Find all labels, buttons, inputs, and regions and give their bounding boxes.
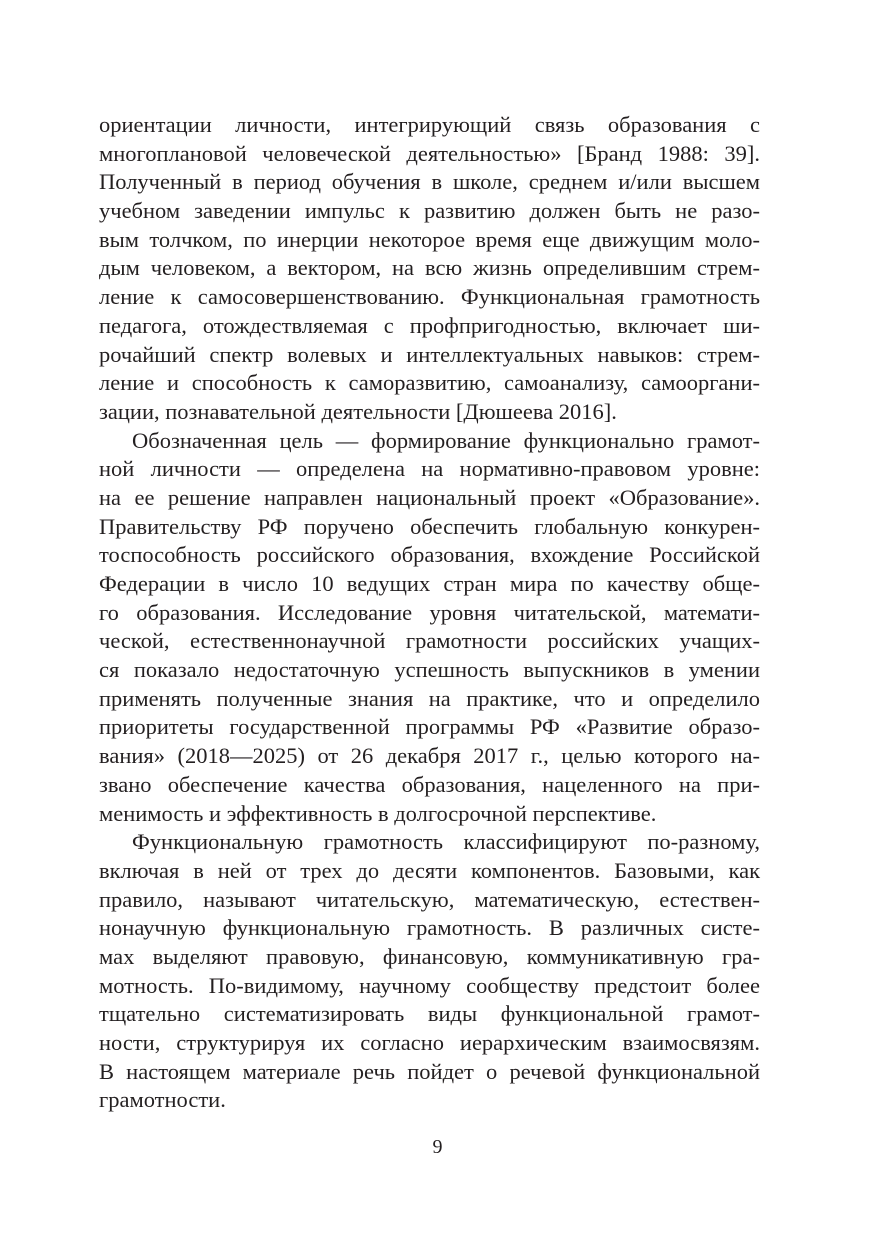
text-line: ление и способность к саморазвитию, самоанализу, самооргани- xyxy=(99,370,760,396)
text-line: Правительству РФ поручено обеспечить глобальную конкурен- xyxy=(99,513,760,539)
page-number: 9 xyxy=(432,1136,443,1158)
paragraph xyxy=(99,427,760,829)
text-line: многоплановой человеческой деятельностью» [Бранд 1988: 39]. xyxy=(99,140,760,166)
body-text xyxy=(99,111,760,1115)
text-line: мах выделяют правовую, финансовую, коммуникативную гра- xyxy=(99,943,760,969)
text-line: применять полученные знания на практике, что и определило xyxy=(99,685,760,711)
text-line: правило, называют читательскую, математическую, естествен- xyxy=(99,886,760,912)
text-line: рочайший спектр волевых и интеллектуальных навыков: стрем- xyxy=(99,341,760,367)
text-line: тщательно систематизировать виды функциональной грамот- xyxy=(99,1001,760,1027)
text-line: Федерации в число 10 ведущих стран мира по качеству обще- xyxy=(99,571,760,596)
text-line: В настоящем материале речь пойдет о речевой функциональной xyxy=(99,1058,760,1084)
text-line: зации, познавательной деятельности [Дюшеева 2016]. xyxy=(99,398,617,424)
text-line: ление к самосовершенствованию. Функциональная грамотность xyxy=(99,284,760,310)
text-line: Функциональную грамотность классифицируют по-разному, xyxy=(132,829,760,855)
text-line: Обозначенная цель — формирование функционально грамот- xyxy=(132,427,760,453)
text-line: дым человеком, а вектором, на всю жизнь определившим стрем- xyxy=(99,255,760,281)
text-line: ческой, естественнонаучной грамотности российских учащих- xyxy=(99,628,760,654)
text-line: ности, структурируя их согласно иерархическим взаимосвязям. xyxy=(99,1030,760,1055)
text-line: вым толчком, по инерции некоторое время еще движущим моло- xyxy=(99,226,760,252)
text-line: звано обеспечение качества образования, нацеленного на при- xyxy=(99,771,760,797)
paragraph xyxy=(99,828,760,1115)
text-line: ной личности — определена на нормативно-правовом уровне: xyxy=(99,456,760,482)
paragraph xyxy=(99,111,760,427)
text-line: включая в ней от трех до десяти компонентов. Базовыми, как xyxy=(99,857,760,883)
text-line: приоритеты государственной программы РФ «Развитие образо- xyxy=(99,714,760,740)
text-line: мотность. По-видимому, научному сообществу предстоит более xyxy=(99,972,760,998)
text-line: учебном заведении импульс к развитию должен быть не разо- xyxy=(99,198,760,224)
text-line: го образования. Исследование уровня читательской, математи- xyxy=(99,599,760,625)
text-line: ориентации личности, интегрирующий связь образования с xyxy=(99,112,760,137)
text-line: нонаучную функциональную грамотность. В различных систе- xyxy=(99,915,760,941)
text-line: вания» (2018—2025) от 26 декабря 2017 г., целью которого на- xyxy=(99,743,760,769)
text-line: Полученный в период обучения в школе, среднем и/или высшем xyxy=(99,169,760,195)
text-line: педагога, отождествляемая с профпригодностью, включает ши- xyxy=(99,312,760,338)
text-line: на ее решение направлен национальный проект «Образование». xyxy=(99,484,760,510)
text-line: тоспособность российского образования, вхождение Российской xyxy=(99,542,760,568)
text-line: менимость и эффективность в долгосрочной перспективе. xyxy=(99,800,657,826)
text-line: ся показало недостаточную успешность выпускников в умении xyxy=(99,657,760,683)
text-line: грамотности. xyxy=(99,1087,226,1113)
